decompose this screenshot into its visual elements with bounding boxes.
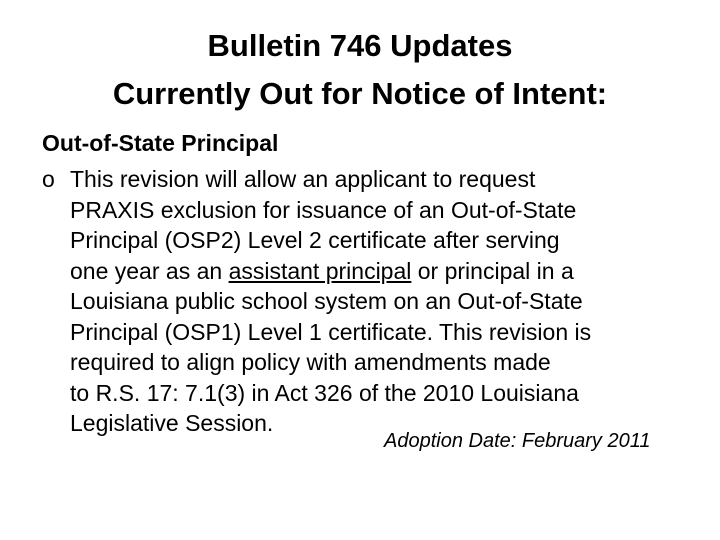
page-title [40, 22, 680, 118]
bullet-marker: o [42, 166, 55, 192]
bullet-line-5: Louisiana public school system on an Out-of-State [70, 288, 583, 314]
bullet-line-8: to R.S. 17: 7.1(3) in Act 326 of the 2010 Louisiana [70, 379, 579, 406]
adoption-date: Adoption Date: February 2011 [384, 430, 651, 452]
bullet-line-2: PRAXIS exclusion for issuance of an Out-of-State [70, 196, 577, 223]
bullet-line-4-start: one year as an [70, 257, 229, 284]
bullet-line-3: Principal (OSP2) Level 2 certificate after serving [70, 227, 560, 253]
bullet-line-1: This revision will allow an applicant to request [70, 166, 536, 192]
section-heading: Out-of-State Principal [42, 130, 279, 156]
bullet-line-4 [70, 256, 690, 287]
bullet-line-7: required to align policy with amendments made [70, 349, 551, 375]
bullet-line-4-end: or principal in a [411, 257, 574, 284]
bullet-paragraph [70, 164, 690, 439]
bullet-line-6: Principal (OSP1) Level 1 certificate. This revision is [70, 318, 592, 345]
title-line-1: Bulletin 746 Updates [207, 28, 513, 63]
title-line-2: Currently Out for Notice of Intent: [112, 76, 608, 111]
bullet-line-9: Legislative Session. [70, 410, 274, 436]
underlined-term: assistant principal [228, 257, 412, 284]
